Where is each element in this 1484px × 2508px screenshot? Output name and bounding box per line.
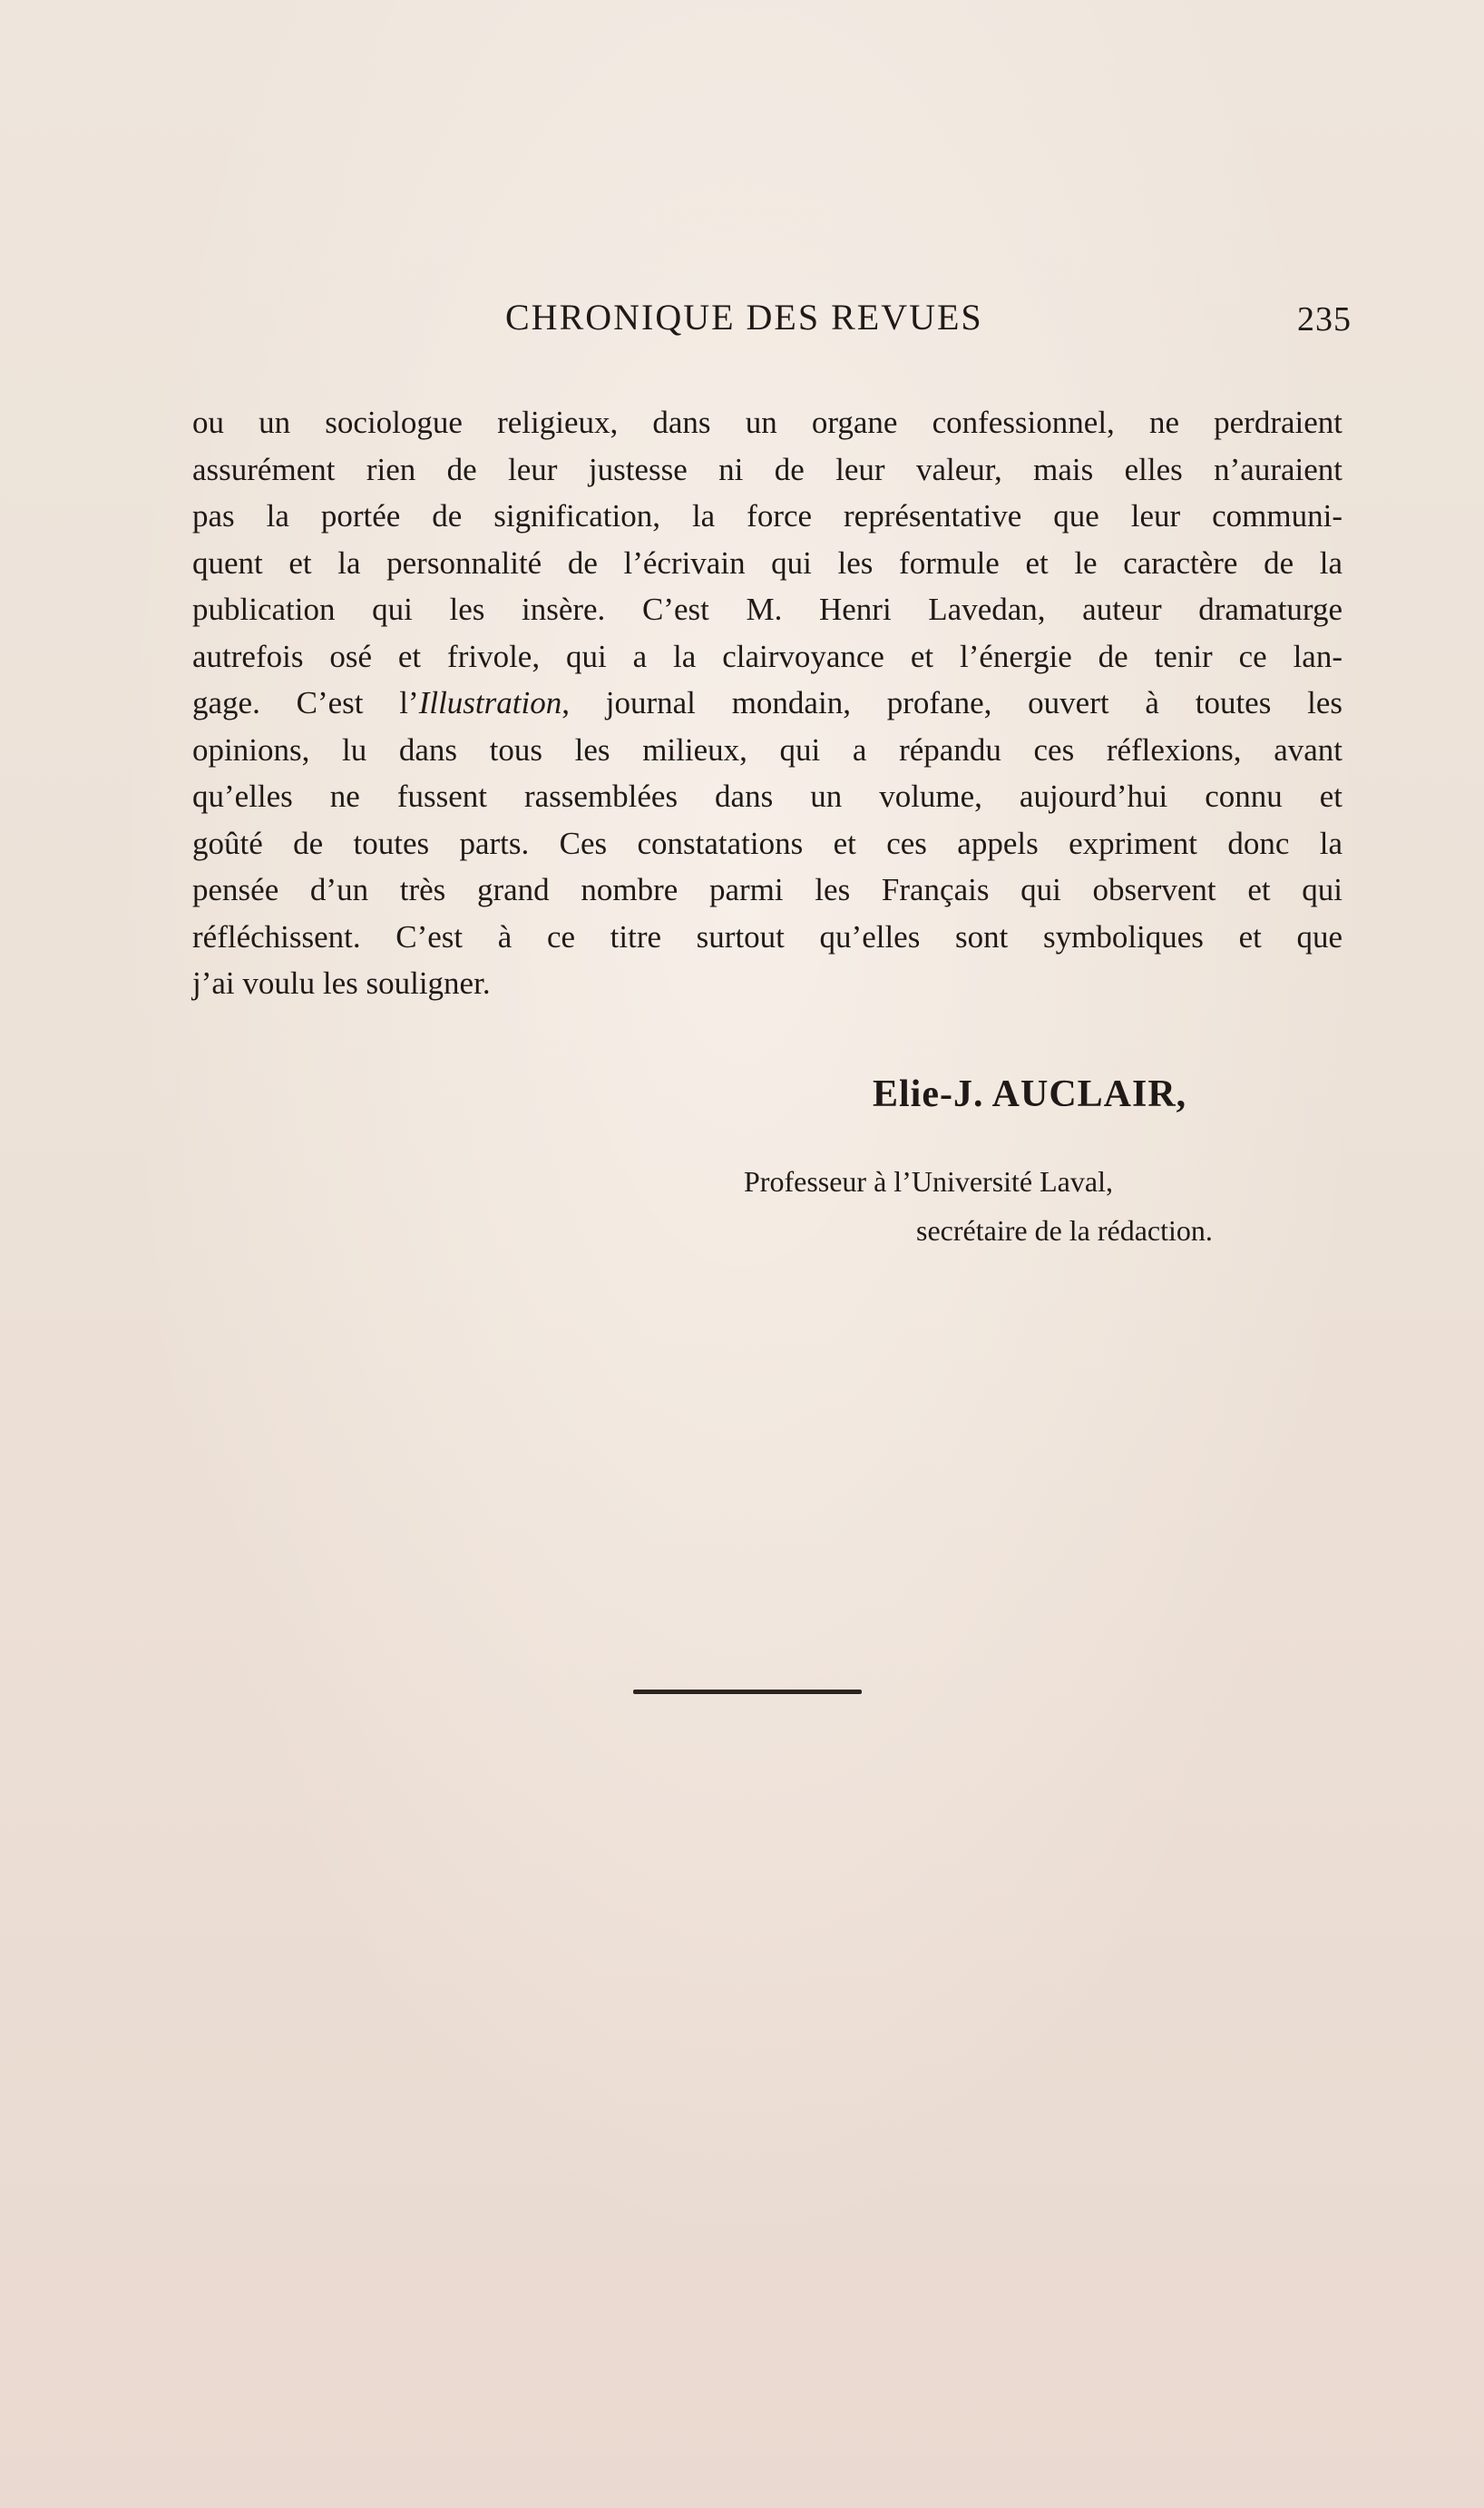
section-end-rule — [633, 1690, 862, 1694]
body-line-last: j’ai voulu les souligner. — [192, 965, 491, 1001]
body-line-with-italic — [192, 680, 1342, 727]
body-line-segment: , journal mondain, profane, ouvert à toutes les — [561, 685, 1343, 720]
signature-name: Elie-J. AUCLAIR, — [873, 1073, 1187, 1115]
running-title: CHRONIQUE DES REVUES — [505, 297, 983, 338]
body-line: quent et la personnalité de l’écrivain qui les formule et le caractère de la — [192, 544, 1342, 581]
body-line-segment: gage. C’est l’ — [192, 685, 419, 720]
running-head — [192, 296, 1352, 347]
body-line: qu’elles ne fussent rassemblées dans un volume, aujourd’hui connu et — [192, 779, 1342, 814]
body-line: goûté de toutes parts. Ces constatations et ces appels expriment donc la — [192, 825, 1342, 861]
italic-journal-title: Illustration — [418, 685, 562, 720]
body-line: autrefois osé et frivole, qui a la clairvoyance et l’énergie de tenir ce lan- — [192, 638, 1342, 674]
body-line: ou un sociologue religieux, dans un organe confessionnel, ne perdraient — [192, 405, 1342, 440]
body-paragraph — [192, 399, 1342, 1007]
page-number: 235 — [1297, 300, 1352, 338]
body-line: opinions, lu dans tous les milieux, qui a répandu ces réflexions, avant — [192, 731, 1342, 768]
body-line: publication qui les insère. C’est M. Henri Lavedan, auteur dramaturge — [192, 592, 1342, 627]
body-line: assurément rien de leur justesse ni de leur valeur, mais elles n’auraient — [192, 451, 1342, 487]
signature-title: Professeur à l’Université Laval, — [744, 1165, 1113, 1198]
body-line: pensée d’un très grand nombre parmi les Français qui observent et qui — [192, 872, 1342, 907]
signature-role: secrétaire de la rédaction. — [916, 1214, 1213, 1247]
body-line: réfléchissent. C’est à ce titre surtout qu’elles sont symboliques et que — [192, 918, 1342, 955]
body-line: pas la portée de signification, la force représentative que leur communi- — [192, 498, 1342, 534]
